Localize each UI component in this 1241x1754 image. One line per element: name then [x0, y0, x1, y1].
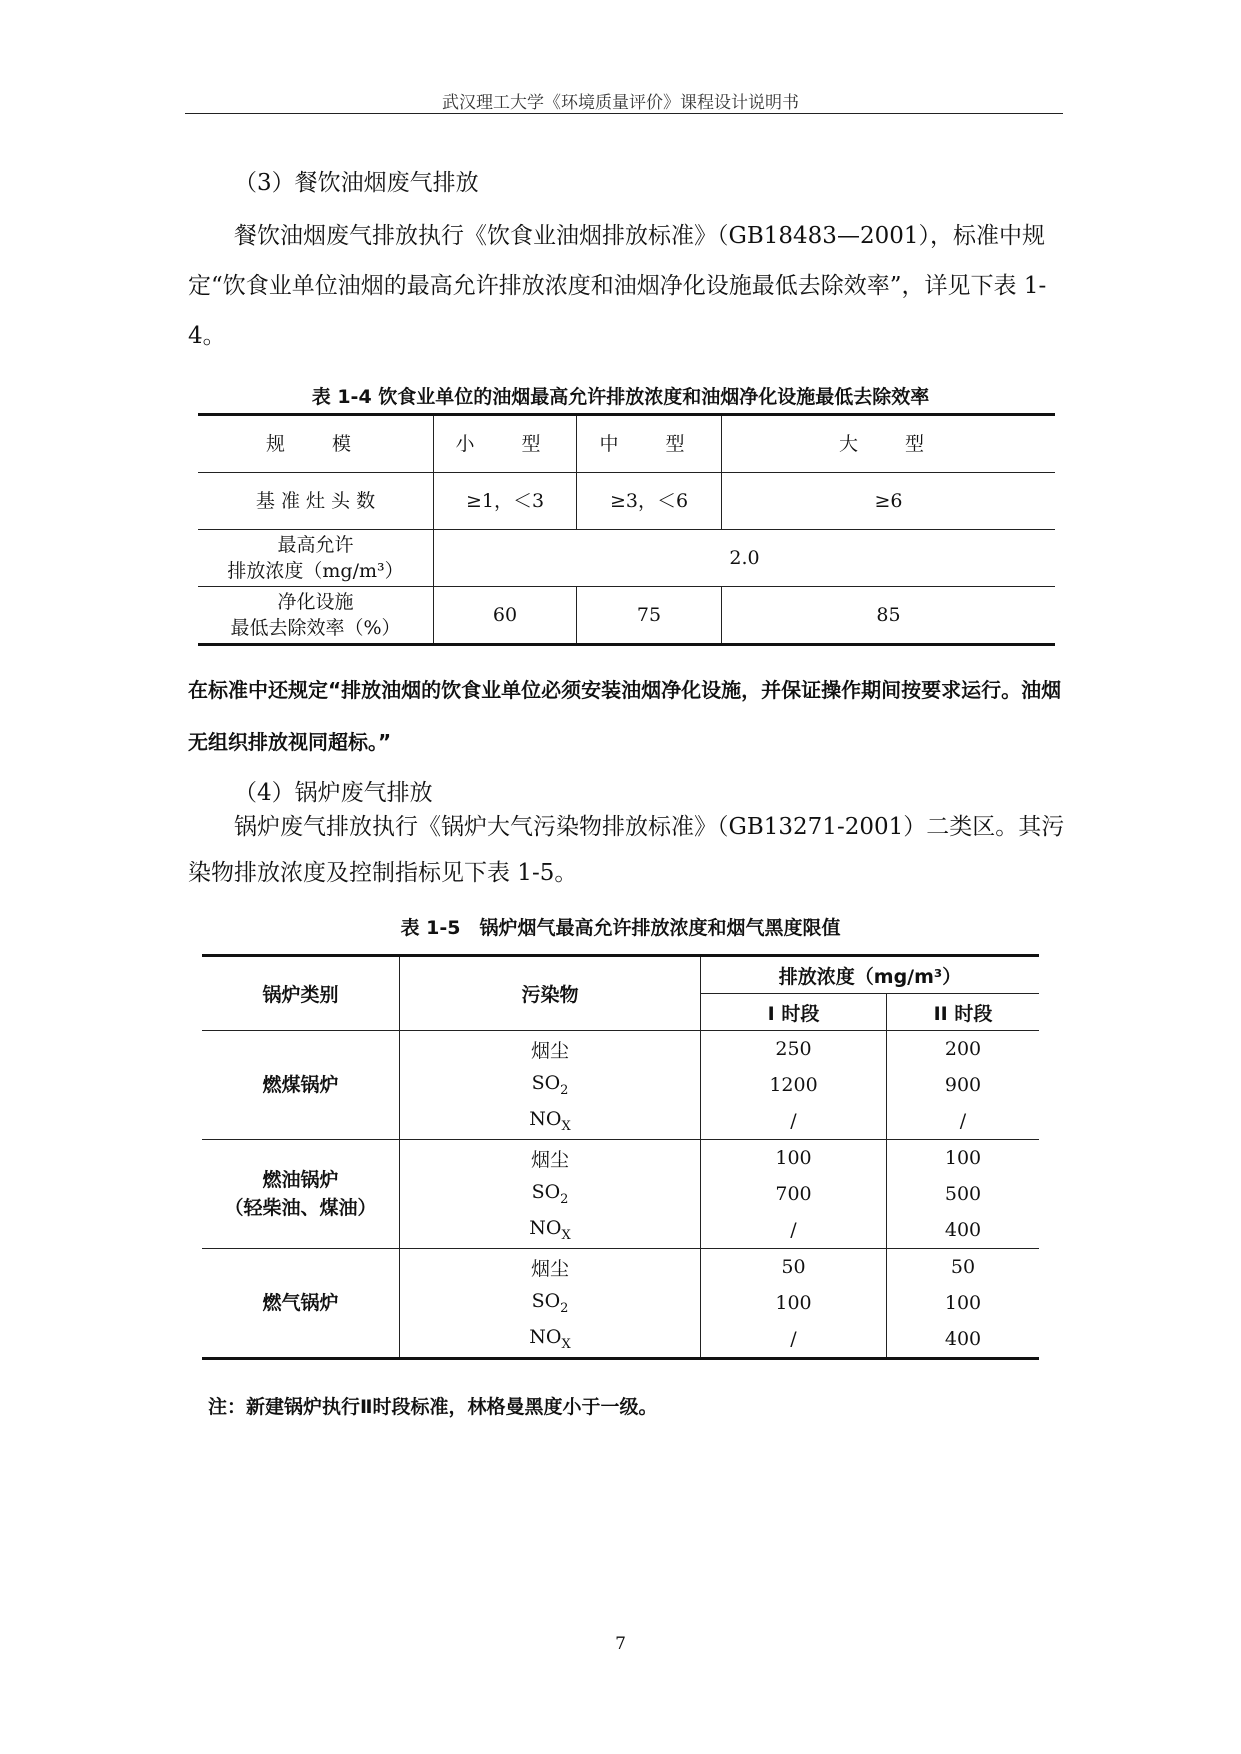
table-1-5 — [202, 954, 1039, 1360]
table15-caption: 表 1-5 锅炉烟气最高允许排放浓度和烟气黑度限值 — [400, 917, 841, 939]
burners-small: ≥1，＜3 — [434, 473, 577, 530]
pollutant-dust: 烟尘 — [400, 1031, 701, 1068]
burners-medium: ≥3，＜6 — [577, 473, 722, 530]
oil-so2-p2: 500 — [944, 1183, 982, 1205]
oil-so2-p1: 700 — [701, 1176, 887, 1212]
header-small: 小 型 — [434, 415, 577, 473]
pollutant-so2: $SO_2$ — [400, 1285, 701, 1321]
pollutant-dust: 烟尘 — [400, 1249, 701, 1286]
eff-large: 85 — [722, 587, 1056, 645]
conc-label — [198, 530, 434, 587]
section3-paragraph: 餐饮油烟废气排放执行《饮食业油烟排放标准》（GB18483—2001），标准中规定“饮食业单位油烟的最高允许排放浓度和油烟净化设施最低去除效率”，详见下表 1-4。 — [188, 223, 1047, 349]
coal-nox-p1: / — [701, 1103, 887, 1140]
table-row — [198, 415, 1055, 473]
table-row — [202, 1140, 1039, 1177]
coal-nox-p2: / — [887, 1103, 1040, 1140]
header-medium: 中 型 — [577, 415, 722, 473]
burners-label: 基 准 灶 头 数 — [198, 473, 434, 530]
pollutant-so2: $SO_2$ — [400, 1176, 701, 1212]
table-row — [202, 1031, 1039, 1068]
boiler-oil-line1: 燃油锅炉 — [262, 1169, 339, 1191]
section3-heading: （3）餐饮油烟废气排放 — [234, 170, 479, 196]
pollutant-nox: $NO_X$ — [400, 1103, 701, 1140]
eff-small: 60 — [434, 587, 577, 645]
burners-large: ≥6 — [722, 473, 1056, 530]
table15-footnote: 注：新建锅炉执行Ⅱ时段标准，林格曼黑度小于一级。 — [208, 1396, 658, 1418]
page-header: 武汉理工大学《环境质量评价》课程设计说明书 — [442, 93, 799, 113]
coal-dust-p1: 250 — [701, 1031, 887, 1068]
header-scale: 规 模 — [198, 415, 434, 473]
table14-caption: 表 1-4 饮食业单位的油烟最高允许排放浓度和油烟净化设施最低去除效率 — [311, 386, 930, 408]
coal-dust-p2: 200 — [944, 1038, 982, 1060]
eff-medium: 75 — [577, 587, 722, 645]
eff-label-line1: 净化设施 — [277, 591, 354, 613]
eff-label-line2: 最低去除效率（%） — [230, 617, 401, 639]
gas-nox-p1: / — [701, 1321, 887, 1359]
pollutant-so2: $SO_2$ — [400, 1067, 701, 1103]
col-period-2: II 时段 — [887, 994, 1040, 1031]
table-row — [202, 1249, 1039, 1286]
gas-dust-p2: 50 — [950, 1256, 976, 1278]
conc-label-line1: 最高允许 — [277, 534, 354, 556]
table-row — [202, 956, 1039, 994]
oil-dust-p1: 100 — [701, 1140, 887, 1177]
oil-nox-p1: / — [701, 1212, 887, 1249]
col-boiler-type: 锅炉类别 — [202, 956, 400, 1031]
boiler-oil — [202, 1140, 400, 1249]
page-number: 7 — [615, 1634, 626, 1654]
gas-dust-p1: 50 — [701, 1249, 887, 1286]
coal-so2-p1: 1200 — [701, 1067, 887, 1103]
gas-so2-p1: 100 — [701, 1285, 887, 1321]
oil-dust-p2: 100 — [944, 1147, 982, 1169]
standard-note: 在标准中还规定“排放油烟的饮食业单位必须安装油烟净化设施，并保证操作期间按要求运行。油烟无组织排放视同超标。” — [188, 678, 1062, 754]
table-row — [198, 530, 1055, 587]
boiler-oil-line2: （轻柴油、煤油） — [224, 1197, 377, 1219]
conc-value: 2.0 — [434, 530, 1056, 587]
table-1-4 — [198, 413, 1055, 646]
pollutant-nox: $NO_X$ — [400, 1212, 701, 1249]
section4-paragraph: 锅炉废气排放执行《锅炉大气污染物排放标准》（GB13271-2001）二类区。其污染物排放浓度及控制指标见下表 1-5。 — [188, 814, 1065, 886]
col-concentration: 排放浓度（mg/m³） — [701, 956, 1040, 994]
coal-so2-p2: 900 — [944, 1074, 982, 1096]
gas-nox-p2: 400 — [887, 1321, 1040, 1359]
oil-nox-p2: 400 — [887, 1212, 1040, 1249]
header-rule — [185, 113, 1063, 114]
table-row — [198, 587, 1055, 645]
boiler-coal: 燃煤锅炉 — [202, 1031, 400, 1140]
section4-heading: （4）锅炉废气排放 — [234, 780, 433, 806]
header-large: 大 型 — [722, 415, 1056, 473]
gas-so2-p2: 100 — [944, 1292, 982, 1314]
col-pollutant: 污染物 — [400, 956, 701, 1031]
conc-label-line2: 排放浓度（mg/m³） — [227, 560, 404, 582]
pollutant-nox: $NO_X$ — [400, 1321, 701, 1359]
col-period-1: I 时段 — [701, 994, 887, 1031]
pollutant-dust: 烟尘 — [400, 1140, 701, 1177]
boiler-gas: 燃气锅炉 — [202, 1249, 400, 1359]
table-row — [198, 473, 1055, 530]
eff-label — [198, 587, 434, 645]
